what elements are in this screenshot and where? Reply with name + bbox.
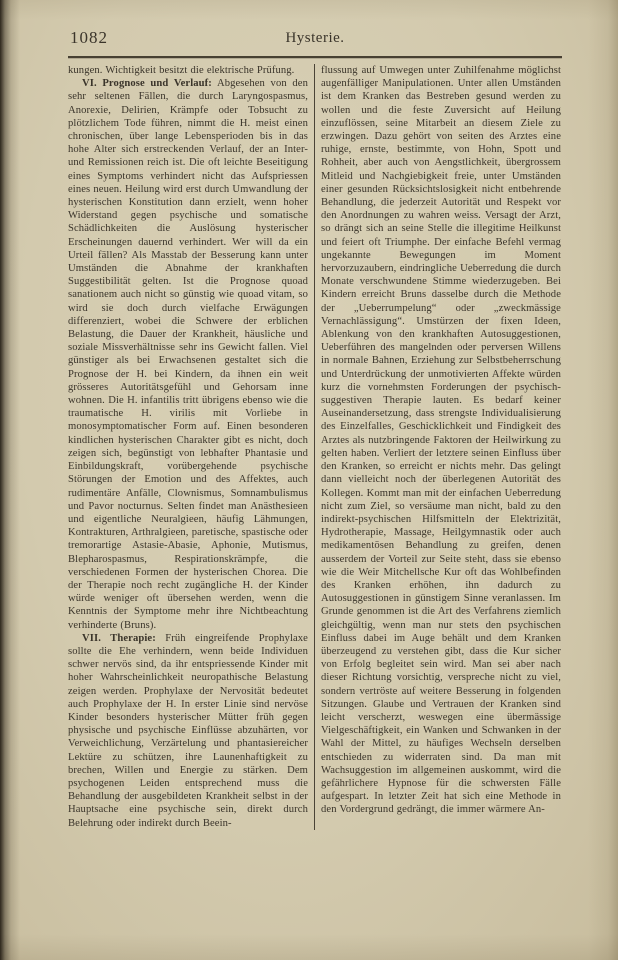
paragraph: kungen. Wichtigkeit besitzt die elektrische Prüfung. [68, 65, 295, 76]
paragraph: flussung auf Umwegen unter Zuhilfenahme möglichst augenfälliger Manipulationen. Unter allen Umständen ist dem Kranken das Bestreben gesund werden zu wollen und die feste Zuversicht auf Heilung einzuflössen, seine Mitarbeit an diesem Ziele zu erzwingen. Dazu gehört von seiten des Arztes eine ruhige, ernste, bestimmte, von Hohn, Spott und Rohheit, aber auch von Aengstlichkeit, übergrossem Mitleid und Nachgiebigkeit freie, unter Umständen einer gesunden Rücksichtslosigkeit nicht entbehrende Behandlung, die jederzeit Autorität und Respekt vor den Anordnungen zu wahren weiss. Versagt der Arzt, so drängt sich an seine Stelle die illegitime Heilkunst und feiert oft Triumphe. Der einfache Befehl vermag ungekannte Bewegungen im Moment hervorzuzaubern, eindringliche Ueberredung die durch Monate verschwundene Stimme wiederzugeben. Bei Kindern erreicht Bruns dasselbe durch die Methode der „Ueberrumpelung“ oder „zweckmässige Vernachlässigung“. Umstürzen der fixen Ideen, Ablenkung von den krankhaften Autosuggestionen, Ueberführen des mangelnden oder perversen Willens in normale Bahnen, Erziehung zur Selbstbeherrschung und Unterdrückung der unmotivierten Affekte würden kurz die vornehmsten Forderungen der psychisch-suggestiven Therapie lauten. Es bedarf keiner Auseinandersetzung, dass strengste Individualisierung des Einzelfalles, Geschicklichkeit und Findigkeit des Arztes als nutzbringende Faktoren der Heilwirkung zu gelten haben. Verliert der letztere seinen Einfluss über den Kranken, so erreicht er nichts mehr. Das gelingt dann vielleicht noch der überlegenen Autorität des Kollegen. Kommt man mit der einfachen Ueberredung nicht zum Ziel, so versäume man nicht, bald zu den indirekt-psychischen Hilfsmitteln der Elektrizität, Hydrotherapie, Massage, Heilgymnastik oder auch medikamentösen Behandlung zu greifen, denen ausserdem der Vorteil zur Seite steht, dass sie ebenso wie die Weir Mitchellsche Kur oft das Wohlbefinden des Kranken erhöhen, ihn dadurch zu Autosuggestionen in günstigem Sinne veranlassen. Im Grunde genommen ist die Art des Verfahrens ziemlich gleichgültig, wenn man nur stets den psychischen Einfluss dabei im Auge behält und dem Kranken überzeugend zu verstehen gibt, dass die Kur sicher von Erfolg begleitet sein wird. Man sei aber nach dieser Richtung vorsichtig, verspreche nicht zu viel, sondern vertröste auf weitere Besserung in folgenden Sitzungen. Glaube und Vertrauen der Kranken sind leicht verscherzt, weswegen eine übermässige Vielgeschäftigkeit, ein Wanken und Schwanken in der Wahl der Mittel, zu häufiges Wechseln derselben entschieden zu widerraten sind. Da man mit Wachsuggestion im allgemeinen auskommt, wird die gefährlichere Hypnose für die schwersten Fälle aufgespart. In letzter Zeit hat sich eine Methode in den Vordergrund gedrängt, die immer wärmere An- [321, 65, 561, 816]
paragraph: VII. Therapie: Früh eingreifende Prophylaxe sollte die Ehe verhindern, wenn beide Individuen schwer nervös sind, da ihr entspriessende Kinder mit hoher Wahrscheinlichkeit neuropathische Belastung zeigen werden. Prophylaxe der Nervosität bedeutet auch Prophylaxe der H. In erster Linie sind nervöse Kinder besonders hysterischer Mütter früh gegen physische und psychische Einflüsse abzuhärten, vor Verweichlichung, Verzärtelung und phantasiereicher Lektüre zu schützen, ihre Launenhaftigkeit zu brechen, Willen und Energie zu stärken. Dem psychogenen Leiden entsprechend muss die Behandlung der ausgebildeten Krankheit selbst in der Hauptsache eine psychische sein, direkt durch Belehrung oder indirekt durch Beein- [68, 632, 308, 829]
page-text-block [68, 28, 562, 830]
paragraph: VI. Prognose und Verlauf: Abgesehen von den sehr seltenen Fällen, die durch Laryngospasmus, Anorexie, Delirien, Krämpfe oder Tobsucht zu plötzlichem Tode führen, nimmt die H. meist einen chronischen, über lange Lebensperioden bis in das hohe Alter sich erstreckenden Verlauf, der an Inter- und Remissionen reich ist. Die oft leichte Beseitigung eines Symptoms verhindert nicht das Aufspriessen eines neuen. Heilung wird erst durch Umwandlung der hysterischen Konstitution dann erzielt, wenn hoher Widerstand gegen psychische und somatische Schädlichkeiten die Auslösung hysterischer Erscheinungen dauernd verhindert. Wer will da ein Urteil fällen? Als Masstab der Besserung kann unter Umständen die Abnahme der krankhaften Suggestibilität gelten. Ist die Prognose quoad sanationem auch nicht so günstig wie quoad vitam, so wird sie doch durch vielfache Erwägungen differenziert, wobei die Schwere der erblichen Belastung, die Dauer der Krankheit, häusliche und soziale Missverhältnisse sehr ins Gewicht fallen. Viel günstiger als bei Erwachsenen gestaltet sich die Prognose der H. bei Kindern, da ihnen ein weit grösseres Autoritätsgefühl und Gehorsam inne wohnen. Die H. infantilis tritt übrigens ebenso wie die traumatische H. virilis mit Vorliebe in monosymptomatischer Form auf. Einen besonderen kindlichen hysterischen Charakter gibt es nicht, doch zeigen sich, begünstigt von lebhafter Phantasie und Einbildungskraft, vorübergehende psychische Störungen der Emotion und des Affektes, auch rudimentäre Anfälle, Clownismus, Somnambulismus und Pavor nocturnus. Selten findet man Anästhesieen und eigentliche Neuralgieen, häufig Lähmungen, Kontrakturen, Arthralgieen, paretische, spastische oder tremorartige Astasie-Abasie, Aphonie, Mutismus, Blepharospasmus, Respirationskrämpfe, die verschiedenen Formen der hysterischen Chorea. Die der Therapie noch recht zugängliche H. der Kinder würde weniger oft übersehen werden, wenn die Kenntnis der Symptome mehr ihre Nichtbeachtung verhinderte (Bruns). [68, 78, 308, 631]
running-header-title: Hysterie. [285, 30, 345, 46]
text-column-left [68, 64, 308, 830]
text-column-right [321, 64, 561, 830]
header-rule [68, 56, 562, 58]
page-number: 1082 [70, 28, 108, 47]
section-heading: VI. Prognose und Verlauf: [82, 78, 212, 90]
section-heading: VII. Therapie: [82, 632, 156, 644]
running-header [68, 28, 562, 52]
two-column-text [68, 64, 562, 830]
column-divider-rule [314, 64, 315, 830]
